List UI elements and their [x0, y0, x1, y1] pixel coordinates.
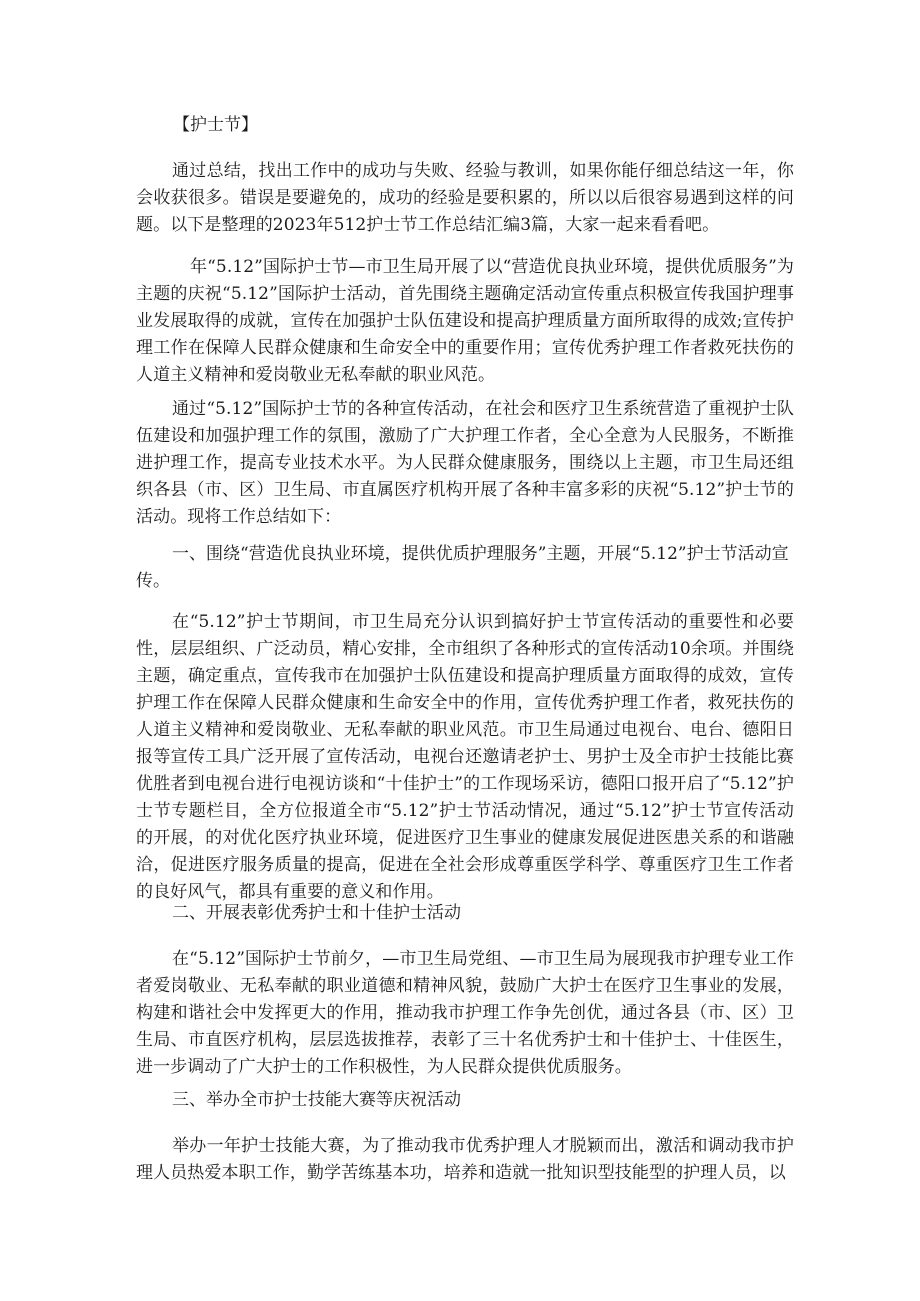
- section-heading-1: 一、围绕“营造优良执业环境，提供优质护理服务”主题，开展“5.12”护士节活动宣传。: [136, 544, 789, 591]
- paragraph-5: 举办一年护士技能大赛，为了推动我市优秀护理人才脱颖而出，激活和调动我市护理人员热爱本职工作，勤学苦练基本功，培养和造就一批知识型技能型的护理人员，以: [136, 1136, 794, 1183]
- paragraph-4: 在“5.12”国际护士节前夕，—市卫生局党组、—市卫生局为展现我市护理专业工作者爱岗敬业、无私奉献的职业道德和精神风貌，鼓励广大护士在医疗卫生事业的发展，构建和谐社会中发挥更大的作用，推动我市护理工作争先创优，通过各县（市、区）卫生局、市直医疗机构，层层选拔推荐，表彰了三十名优秀护士和十佳护士、十佳医生，进一步调动了广大护士的工作积极性，为人民群众提供优质服务。: [136, 949, 794, 1077]
- document-title: 【护士节】: [173, 115, 258, 135]
- paragraph-2: 通过“5.12”国际护士节的各种宣传活动，在社会和医疗卫生系统营造了重视护士队伍建设和加强护理工作的氛围，激励了广大护理工作者，全心全意为人民服务，不断推进护理工作，提高专业技术水平。为人民群众健康服务，围绕以上主题，市卫生局还组织各县（市、区）卫生局、市直属医疗机构开展了各种丰富多彩的庆祝“5.12”护士节的活动。现将工作总结如下：: [136, 399, 794, 527]
- section-heading-3: 三、举办全市护士技能大赛等庆祝活动: [172, 1090, 461, 1110]
- section-heading-2: 二、开展表彰优秀护士和十佳护士活动: [172, 903, 461, 923]
- intro-paragraph: 通过总结，找出工作中的成功与失败、经验与教训，如果你能仔细总结这一年，你会收获很多。错误是要避免的，成功的经验是要积累的，所以以后很容易遇到这样的问题。以下是整理的2023年512护士节工作总结汇编3篇，大家一起来看看吧。: [136, 161, 794, 235]
- paragraph-3: 在“5.12”护士节期间，市卫生局充分认识到搞好护士节宣传活动的重要性和必要性，层层组织、广泛动员，精心安排，全市组织了各种形式的宣传活动10余项。并围绕主题，确定重点，宣传我市在加强护士队伍建设和提高护理质量方面取得的成效，宣传护理工作在保障人民群众健康和生命安全中的作用，宣传优秀护理工作者，救死扶伤的人道主义精神和爱岗敬业、无私奉献的职业风范。市卫生局通过电视台、电台、德阳日报等宣传工具广泛开展了宣传活动，电视台还邀请老护士、男护士及全市护士技能比赛优胜者到电视台进行电视访谈和“十佳护士”的工作现场采访，德阳口报开启了“5.12”护士节专题栏目，全方位报道全市“5.12”护士节活动情况，通过“5.12”护士节宣传活动的开展，的对优化医疗执业环境，促进医疗卫生事业的健康发展促进医患关系的和谐融洽，促进医疗服务质量的提高，促进在全社会形成尊重医学科学、尊重医疗卫生工作者的良好风气，都具有重要的意义和作用。: [136, 612, 794, 902]
- paragraph-1: 年“5.12”国际护士节—市卫生局开展了以“营造优良执业环境，提供优质服务”为主题的庆祝“5.12”国际护士活动，首先围绕主题确定活动宣传重点积极宣传我国护理事业发展取得的成就，宣传在加强护士队伍建设和提高护理质量方面所取得的成效;宣传护理工作在保障人民群众健康和生命安全中的重要作用；宣传优秀护理工作者救死扶伤的人道主义精神和爱岗敬业无私奉献的职业风范。: [136, 257, 794, 385]
